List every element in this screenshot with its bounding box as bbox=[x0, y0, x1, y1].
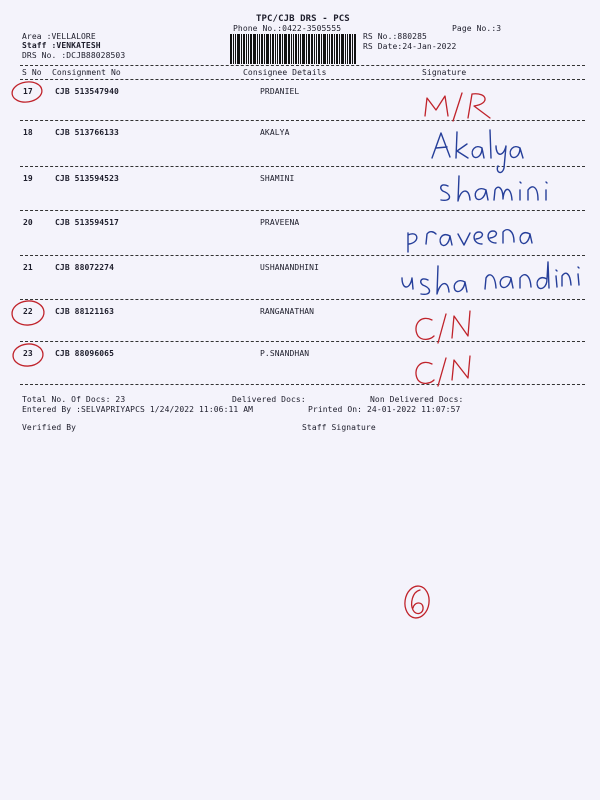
col-header-consignment: Consignment No bbox=[52, 68, 121, 77]
printed-on: Printed On: 24-01-2022 11:07:57 bbox=[308, 405, 461, 414]
row-sno: 23 bbox=[23, 349, 33, 358]
row-sno: 21 bbox=[23, 263, 33, 272]
handwritten-signature-row-18 bbox=[432, 130, 523, 172]
row-consignee: RANGANATHAN bbox=[260, 307, 315, 316]
circle-mark-23 bbox=[12, 343, 44, 368]
col-header-sno: S No bbox=[22, 68, 42, 77]
non-delivered-docs: Non Delivered Docs: bbox=[370, 395, 464, 404]
total-docs: Total No. Of Docs: 23 bbox=[22, 395, 126, 404]
circle-mark-17 bbox=[11, 80, 43, 104]
circle-mark-22 bbox=[11, 300, 45, 327]
row-sno: 19 bbox=[23, 174, 33, 183]
row-sno: 20 bbox=[23, 218, 33, 227]
row-sno: 18 bbox=[23, 128, 33, 137]
area-label: Area :VELLALORE bbox=[22, 32, 96, 41]
handwritten-signature-row-19 bbox=[441, 176, 547, 201]
handwritten-signature-row-20 bbox=[408, 230, 532, 252]
document-title: TPC/CJB DRS - PCS bbox=[256, 14, 350, 24]
staff-label: Staff :VENKATESH bbox=[22, 41, 101, 50]
row-consignment: CJB 88072274 bbox=[55, 263, 114, 272]
row-consignee: PRAVEENA bbox=[260, 218, 300, 227]
row-consignment: CJB 88121163 bbox=[55, 307, 114, 316]
phone-number: Phone No.:0422-3505555 bbox=[233, 24, 342, 33]
drs-number: DRS No. :DCJB88028503 bbox=[22, 51, 126, 60]
rs-number: RS No.:880285 bbox=[363, 32, 427, 41]
circled-number-mark bbox=[403, 584, 431, 619]
handwritten-signature-row-21 bbox=[402, 262, 579, 294]
row-consignee: PRDANIEL bbox=[260, 87, 300, 96]
entered-by: Entered By :SELVAPRIYAPCS 1/24/2022 11:06:11 AM bbox=[22, 405, 254, 414]
handwritten-signature-row-23 bbox=[416, 356, 470, 386]
handwritten-signature-row-22 bbox=[416, 311, 470, 343]
row-consignment: CJB 513594517 bbox=[55, 218, 119, 227]
page-number: Page No.:3 bbox=[452, 24, 502, 33]
row-consignment: CJB 88096065 bbox=[55, 349, 114, 358]
col-header-consignee: Consignee Details bbox=[243, 68, 327, 77]
row-consignment: CJB 513547940 bbox=[55, 87, 119, 96]
verified-by: Verified By bbox=[22, 423, 77, 432]
handwritten-signature-row-17 bbox=[425, 93, 490, 121]
rs-date: RS Date:24-Jan-2022 bbox=[363, 42, 457, 51]
row-consignee: AKALYA bbox=[260, 128, 290, 137]
row-consignee: P.SNANDHAN bbox=[260, 349, 310, 358]
row-consignee: USHANANDHINI bbox=[260, 263, 319, 272]
row-consignment: CJB 513594523 bbox=[55, 174, 119, 183]
delivered-docs: Delivered Docs: bbox=[232, 395, 306, 404]
col-header-signature: Signature bbox=[422, 68, 467, 77]
staff-signature-label: Staff Signature bbox=[302, 423, 376, 432]
row-consignment: CJB 513766133 bbox=[55, 128, 119, 137]
row-sno: 17 bbox=[23, 87, 33, 96]
row-sno: 22 bbox=[23, 307, 33, 316]
row-consignee: SHAMINI bbox=[260, 174, 295, 183]
